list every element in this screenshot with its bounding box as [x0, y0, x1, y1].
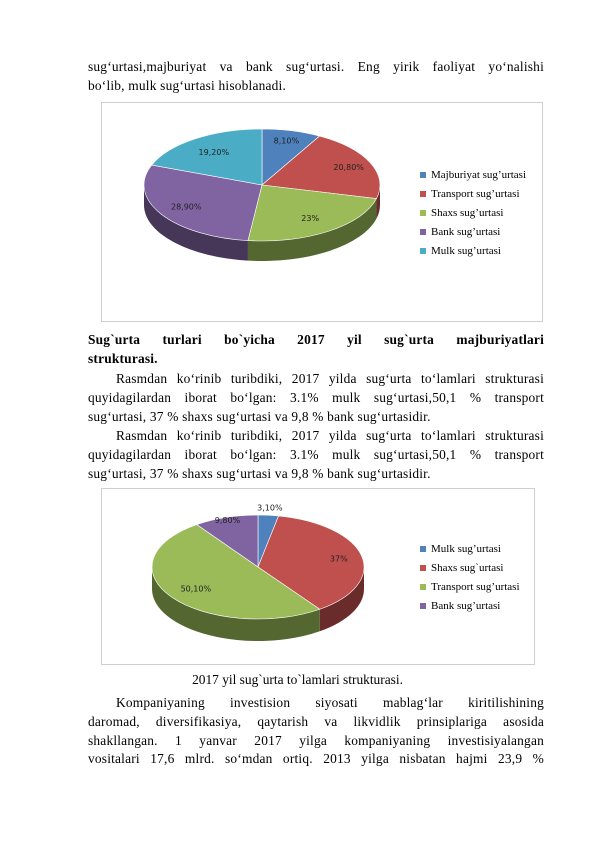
pie-data-label: 50,10% — [180, 584, 212, 594]
legend-item — [420, 222, 526, 241]
pie-chart-payments — [101, 488, 535, 665]
text-line: sug‘urtasi, 37 % shaxs sug‘urtasi va 9,8 % bank sug‘urtasidir. — [88, 408, 431, 424]
legend-item — [420, 558, 520, 577]
text-line: quyidagilardan iborat bo‘lgan: 3.1% mulk sug‘urtasi,50,1 % transport — [88, 389, 544, 405]
text-line: quyidagilardan iborat bo‘lgan: 3.1% mulk sug‘urtasi,50,1 % transport — [88, 446, 544, 462]
legend-label: Bank sug’urtasi — [431, 599, 501, 612]
heading-line: strukturasi. — [88, 350, 158, 366]
text-line: Kompaniyaning investision siyosati mablag‘lar kiritilishining — [116, 695, 544, 710]
legend-item — [420, 577, 520, 596]
legend-label: Transport sug’urtasi — [431, 187, 520, 200]
legend-swatch — [420, 248, 426, 254]
paragraph-investment — [88, 694, 544, 769]
pie-data-label: 20,80% — [333, 163, 364, 173]
legend-item — [420, 539, 520, 558]
legend-swatch — [420, 584, 426, 590]
text-line: shakllangan. 1 yanvar 2017 yilga kompaniyaning investisiyalangan — [88, 732, 544, 748]
heading-line: Sug`urta turlari bo`yicha 2017 yil sug`urta majburiyatlari — [88, 332, 544, 347]
chart-legend-2 — [420, 539, 520, 615]
legend-item — [420, 184, 526, 203]
pie-data-label: 28,90% — [170, 202, 202, 212]
pie-data-label: 19,20% — [198, 147, 230, 157]
legend-label: Shaxs sug`urtasi — [431, 561, 504, 574]
legend-swatch — [420, 172, 426, 178]
legend-item — [420, 203, 526, 222]
text-line: daromad, diversifikasiya, qaytarish va likvidlik prinsiplariga asosida — [88, 713, 544, 729]
pie-data-label: 37% — [329, 554, 348, 564]
legend-swatch — [420, 565, 426, 571]
text-line: Rasmdan ko‘rinib turibdiki, 2017 yilda sug‘urta to‘lamlari strukturasi — [116, 371, 544, 386]
text-line: bo‘lib, mulk sug‘urtasi hisoblanadi. — [88, 77, 286, 93]
pie-data-label: 8,10% — [273, 136, 300, 146]
text-line: vositalari 17,6 mlrd. so‘mdan ortiq. 2013 yilga nisbatan hajmi 23,9 % — [88, 751, 544, 767]
legend-label: Majburiyat sug’urtasi — [431, 168, 527, 181]
chart-legend-1 — [420, 165, 526, 260]
legend-label: Mulk sug’urtasi — [431, 244, 501, 257]
text-line: sug‘urtasi,majburiyat va bank sug‘urtasi. Eng yirik faoliyat yo‘nalishi — [88, 59, 544, 74]
pie-data-label: 3,10% — [257, 503, 283, 513]
legend-item — [420, 165, 526, 184]
pie-data-label: 23% — [301, 214, 320, 224]
text-line: sug‘urtasi, 37 % shaxs sug‘urtasi va 9,8 % bank sug‘urtasidir. — [88, 465, 431, 481]
legend-swatch — [420, 603, 426, 609]
legend-swatch — [420, 546, 426, 552]
legend-label: Mulk sug’urtasi — [431, 542, 501, 555]
legend-label: Transport sug’urtasi — [431, 580, 520, 593]
paragraph-structure-2 — [88, 427, 544, 483]
legend-item — [420, 241, 526, 260]
pie-chart-obligations — [101, 102, 543, 322]
legend-swatch — [420, 191, 426, 197]
legend-swatch — [420, 210, 426, 216]
text-line: Rasmdan ko‘rinib turibdiki, 2017 yilda sug‘urta to‘lamlari strukturasi — [116, 428, 544, 443]
legend-swatch — [420, 229, 426, 235]
legend-item — [420, 596, 520, 615]
pie-data-label: 9,80% — [214, 515, 241, 525]
section-heading — [88, 331, 544, 369]
legend-label: Bank sug’urtasi — [431, 225, 501, 238]
figure-caption: 2017 yil sug`urta to`lamlari strukturasi. — [192, 672, 403, 687]
legend-label: Shaxs sug’urtasi — [431, 206, 504, 219]
paragraph-intro — [88, 58, 544, 96]
paragraph-structure-1 — [88, 370, 544, 426]
